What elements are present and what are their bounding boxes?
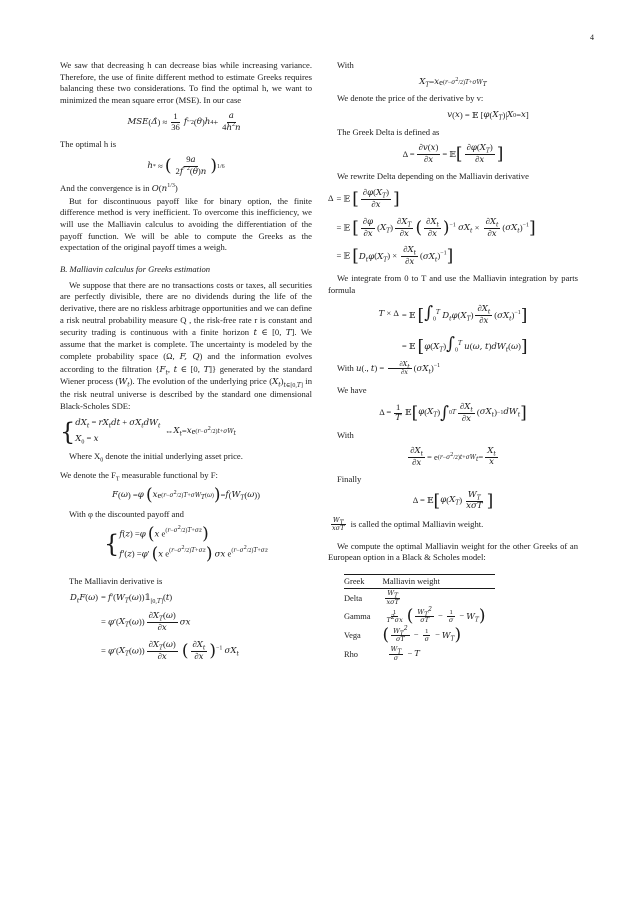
equation-functional: F ( ω ) = φ ( x e $(r-\sigma^2/2)T+\sigma W_T(\omega)$ ) = f ( $W_T$ ( ω ))	[112, 485, 260, 506]
equation-payoff-system: { f(z) =φ (x $e^{(r-\sigma^2/2)T+\sigma z}$) f′(z) =φ′ (x $e^{(r-\sigma^2/2)T+\sigma z}$) σx $e^{(r-\sigma^2/2)T+\sigma z}$	[103, 523, 269, 564]
paragraph-malliavin-derivative: The Malliavin derivative is	[69, 575, 163, 586]
table-row	[344, 626, 495, 645]
paragraph-functional: We denote the $F_T$ measurable functional by F:	[60, 470, 218, 484]
greek-vega: Vega	[344, 631, 361, 641]
paragraph-convergence: And the convergence is in $O(n^{1/3})$	[60, 182, 178, 194]
equation-malliavin-derivative: $D_tF(\omega)$ = $f'(W_T(\omega))𝟙_{[0,T]}(t)$ = $\varphi'(X_T(\omega))$ $\frac{\partial X_T(\omega)}{\partial x}$ σx = $\varphi'(X_T(\omega))$ $\frac{\partial X_T(\omega)}{\partial x}$ ( $\frac{\partial X_t}{\partial x}$ )$^{-1}$ $\sigma X_t$	[70, 592, 239, 662]
header-weight: Malliavin weight	[382, 574, 495, 588]
paragraph-integrate: We integrate from 0 to T and use the Malliavin integration by parts formula	[328, 273, 578, 295]
greek-delta: Delta	[344, 593, 363, 603]
paragraph-finally: Finally	[337, 474, 362, 485]
equation-optimal-h: h * ≈ ( $\frac{9a}{2f^{'''2}(\theta)n}$ ) 1/6	[147, 154, 225, 178]
table-row	[344, 607, 495, 626]
equation-delta-rewrite: Δ = 𝔼 [ $\frac{\partial\varphi(X_T)}{\partial x}$ ] = 𝔼 [ $\frac{\partial\varphi}{\partial x}$ $(X_T)$ $\frac{\partial X_T}{\partial x}$ ( $\frac{\partial X_t}{\partial x}$ )$^{-1}$ $\sigma X_t$ × $\frac{\partial X_t}{\partial x}$ $(\sigma X_t)^{-1}$] = 𝔼 [$D_t\varphi(X_T)$ × $\frac{\partial X_t}{\partial x}$ $(\sigma X_t)^{-1}$]	[328, 186, 536, 268]
page-number: 4	[590, 33, 594, 42]
paragraph-rewrite-delta: We rewrite Delta depending on the Malliavin derivative	[337, 171, 529, 182]
equation-mse: MSE ( Δ̂ ) ≈ $\frac{1}{36}$ f ″′2 ( θ ) h 4 + $\frac{a}{4h^2n}$	[127, 110, 241, 133]
header-greek: Greek	[344, 574, 382, 588]
equation-xt: $X_T$ = x e $(r-\sigma^2/2)T+\sigma W_T$	[419, 76, 487, 89]
weight-vega: ( $\frac{W_T^2}{\sigma T}$ − $\frac{1}{\sigma}$ − $W_T$)	[382, 624, 462, 646]
paragraph-delta-def: The Greek Delta is defined as	[337, 126, 440, 137]
equation-delta-integral: Δ = $\frac{1}{T}$ 𝔼 [ φ ( $X_T$ ) ∫ 0 T $\frac{\partial X_t}{\partial x}$ ( $\sigma X_t$ ) −1 $dW_t$ ]	[379, 400, 527, 424]
paragraph-x0: Where $X_0$ denote the initial underlying asset price.	[69, 450, 243, 464]
left-column	[60, 60, 312, 668]
paragraph-compute-weights: We compute the optimal Malliavin weight for the other Greeks of an European option in a Black & Scholes model:	[328, 540, 578, 563]
weight-rho: $\frac{W_T}{\sigma}$ − T	[390, 645, 420, 662]
weight-delta: $\frac{W_T}{\text{xσT}}$	[386, 589, 399, 606]
malliavin-weights-table	[344, 574, 495, 663]
paragraph-with-derivative: With	[337, 429, 354, 440]
paragraph-optimal-weight: $\frac{W_T}{\text{xσT}}$ is called the optimal Malliavin weight.	[332, 515, 484, 533]
table-row	[344, 645, 495, 663]
section-heading: B. Malliavin calculus for Greeks estimation	[60, 264, 211, 275]
paragraph-discounted-payoff: With φ the discounted payoff and	[69, 509, 184, 520]
paragraph-price: We denote the price of the derivative by v:	[337, 93, 484, 104]
paragraph-with-u: With u(., t) = $\frac{\partial X_t}{\partial x}$ $(\sigma X_t)^{-1}$	[337, 360, 441, 377]
table-header-row	[344, 574, 495, 588]
equation-price: v ( x ) = 𝔼 [ φ ( $X_T$ )| X 0 = x ]	[447, 110, 529, 122]
equation-delta-final: Δ = 𝔼 [ φ ( $X_T$ ) $\frac{W_T}{\text{xσT}}$ ]	[412, 489, 494, 511]
weight-gamma: $\frac{1}{T^2\sigma x}$ ( $\frac{W_T^2}{\sigma T}$ − $\frac{1}{\sigma}$ − $W_T$)	[386, 605, 486, 627]
paragraph-we-have: We have	[337, 384, 367, 395]
paragraph-optimal-h: The optimal h is	[60, 138, 117, 149]
table-row	[344, 589, 495, 607]
paragraph-assumptions: We suppose that there are no transactions costs or taxes, all securities are perfectly divisible, there are no dividends during the life of the derivative, there are no riskless arbitrage opportunities and we can define a risk neutral probability measure Q , the risk-free rate r is constant and security trading is continuous with a finite horizon t ∈ [0, T]. We assume that the market is complete. The uncertainty is modeled by the complete probability space (Ω, F, Q) and the information evolves according to the filtration {$F_t$, t ∈ [0, T]} generated by the standard Wiener process $(W_t)$. The evolution of the underlying price $(X_t)_{t\in[0,T]}$ in the risk neutral universe is described by the standard one dimensional Black-Scholes SDE:	[60, 279, 313, 411]
equation-ibp: T × Δ = 𝔼 [$\int_0^T$ $D_t\varphi(X_T)$ $\frac{\partial X_t}{\partial x}$ $(\sigma X_t)^{-1}$] = 𝔼 [$\varphi(X_T)\int_0^T$ u(ω, $t)dW_t(\omega)$]	[378, 302, 528, 357]
equation-xt-derivative: $\frac{\partial X_t}{\partial x}$ = e $(r-\sigma^2/2)t+\sigma W_t$ = $\frac{X_t}{x}$	[410, 445, 496, 469]
right-column	[328, 60, 578, 663]
equation-sde: { $dX_t = rX_tdt + \sigma X_tdW_t$ $X_0 = x$ ⇔ $X_t$ = x e $(r-\sigma^2/2)t+\sigma W_t$	[60, 417, 236, 446]
paragraph-with-xt: With	[337, 60, 354, 70]
greek-rho: Rho	[344, 649, 358, 659]
equation-delta-def: Δ = $\frac{\partial v(x)}{\partial x}$ = 𝔼 [ $\frac{\partial\varphi(X_T)}{\partial x}$ ]	[402, 142, 504, 166]
greek-gamma: Gamma	[344, 612, 371, 622]
paragraph-discontinuous-payoff: But for discontinuous payoff like for binary option, the finite difference method is very inefficient. To overcome this inefficiency, we will use the Malliavin calculus to avoiding the differentiation of the payoff function. We will be able to compute the Greeks as the expectation of the original payoff times a weigh.	[60, 195, 312, 253]
paragraph-bias-variance: We saw that decreasing h can decrease bias while increasing variance. Therefore, the use of finite different method to estimate Greeks requires balancing these two considerations. To find the optimal h, we want to minimized the mean square error (MSE). In our case	[60, 60, 312, 106]
